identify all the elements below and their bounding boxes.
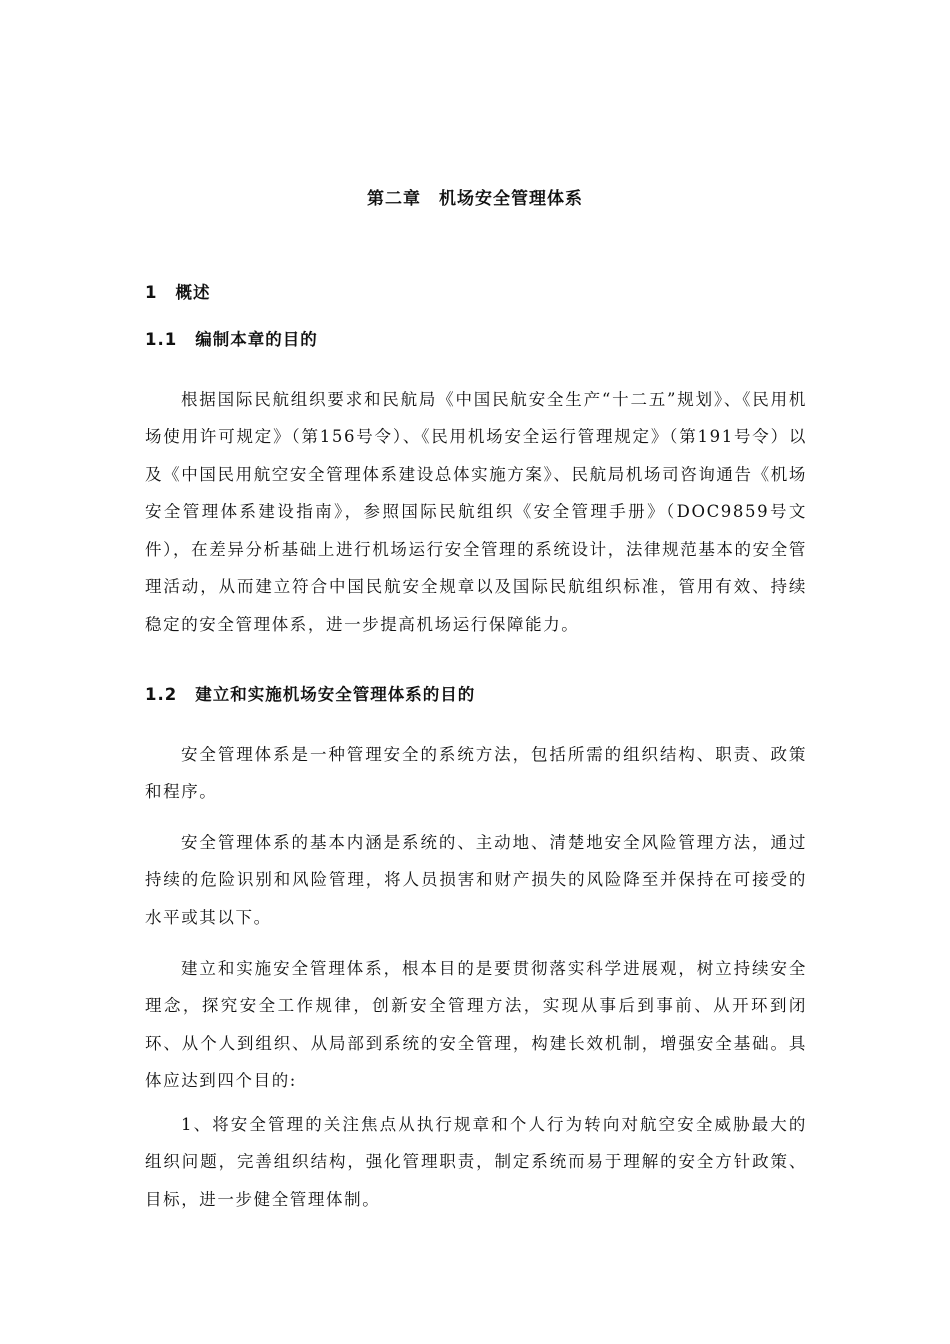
chapter-title: 第二章 机场安全管理体系 <box>367 189 583 209</box>
paragraph-sms-definition: 安全管理体系是一种管理安全的系统方法，包括所需的组织结构、职责、政策和程序。 <box>145 744 807 801</box>
section-title: 建立和实施机场安全管理体系的目的 <box>195 685 476 704</box>
section-number: 1.2 <box>145 685 178 704</box>
paragraph-purpose-of-chapter: 根据国际民航组织要求和民航局《中国民航安全生产“十二五”规划》、《民用机场使用许可规定》（第156号令）、《民用机场安全运行管理规定》（第191号令）以及《中国民用航空安全管理体系建设总体实施方案》、民航局机场司咨询通告《机场安全管理体系建设指南》，参照国际民航组织《安全管理手册》（DOC9859号文件），在差异分析基础上进行机场运行安全管理的系统设计，法律规范基本的安全管理活动，从而建立符合中国民航安全规章以及国际民航组织标准，管用有效、持续稳定的安全管理体系，进一步提高机场运行保障能力。 <box>145 389 807 634</box>
section-heading-overview <box>145 279 210 303</box>
paragraph-sms-objectives: 建立和实施安全管理体系，根本目的是要贯彻落实科学进展观，树立持续安全理念，探究安全工作规律，创新安全管理方法，实现从事后到事前、从开环到闭环、从个人到组织、从局部到系统的安全管理，构建长效机制，增强安全基础。具体应达到四个目的: <box>145 958 807 1090</box>
section-number: 1 <box>145 283 158 302</box>
paragraph-objective-1: 1、将安全管理的关注焦点从执行规章和个人行为转向对航空安全威胁最大的组织问题，完善组织结构，强化管理职责，制定系统而易于理解的安全方针政策、目标，进一步健全管理体制。 <box>145 1114 807 1209</box>
section-heading-1-2 <box>145 681 475 705</box>
section-number: 1.1 <box>145 330 178 349</box>
paragraph-sms-connotation: 安全管理体系的基本内涵是系统的、主动地、清楚地安全风险管理方法，通过持续的危险识别和风险管理，将人员损害和财产损失的风险降至并保持在可接受的水平或其以下。 <box>145 832 807 927</box>
section-title: 编制本章的目的 <box>195 330 318 349</box>
section-title: 概述 <box>175 283 211 302</box>
section-heading-1-1 <box>145 326 318 350</box>
